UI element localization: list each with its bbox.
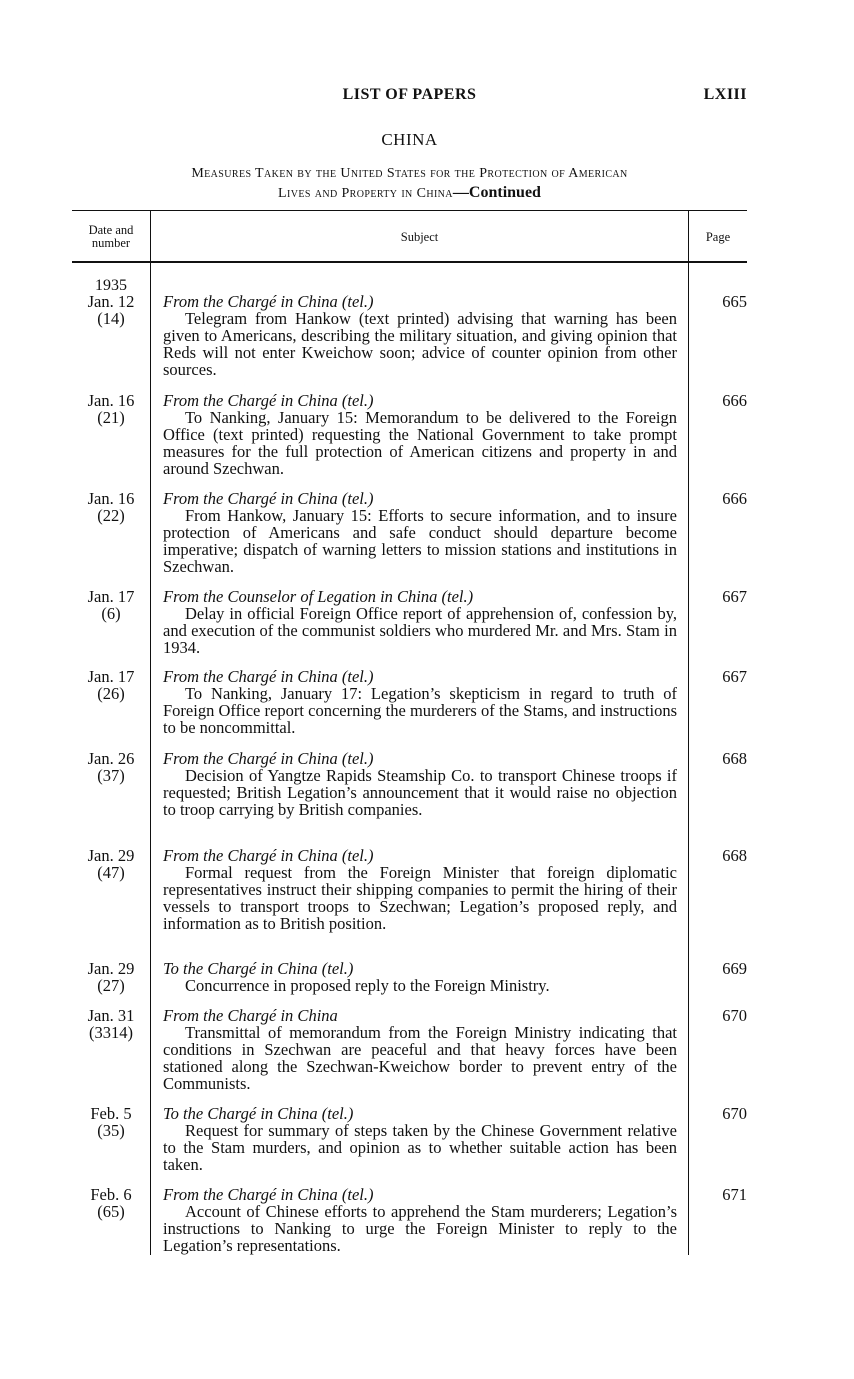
entry-summary: Request for summary of steps taken by the Chinese Government relative to the Stam murders, and opinion as to whether suitable action has been taken.: [163, 1121, 677, 1174]
entry-source: To the Chargé in China (tel.): [163, 1104, 354, 1123]
subject-cell: [163, 392, 677, 477]
entry-source: From the Chargé in China (tel.): [163, 391, 374, 410]
subject-cell: [163, 1105, 677, 1173]
entry-number: (26): [97, 684, 125, 703]
date-cell: [72, 1186, 150, 1220]
entry-page: 670: [722, 1104, 747, 1123]
entry-date: Jan. 12: [87, 292, 135, 311]
year-label: 1935: [95, 277, 127, 294]
date-cell: [72, 392, 150, 426]
entry-date: Jan. 31: [87, 1006, 135, 1025]
entry-page: 667: [722, 667, 747, 686]
section-title: [72, 164, 747, 203]
entry-summary: Decision of Yangtze Rapids Steamship Co. to transport Chinese troops if requested; British Legation’s announcement that it would raise no objection to troop carrying by British companies.: [163, 766, 677, 819]
subject-cell: [163, 847, 677, 932]
table-header-rule: [72, 261, 747, 263]
page-column-divider: [688, 211, 689, 1255]
entry-date: Jan. 17: [87, 587, 135, 606]
entry-number: (14): [97, 309, 125, 328]
entry-date: Jan. 16: [87, 489, 135, 508]
entry-date: Jan. 17: [87, 667, 135, 686]
entry-source: From the Chargé in China (tel.): [163, 749, 374, 768]
date-cell: [72, 847, 150, 881]
entry-page: 667: [722, 587, 747, 606]
entry-page: 666: [722, 391, 747, 410]
subject-cell: [163, 1186, 677, 1254]
subject-cell: [163, 293, 677, 378]
column-header-subject: Subject: [400, 229, 439, 244]
entry-page: 668: [722, 846, 747, 865]
entry-summary: Account of Chinese efforts to apprehend the Stam murderers; Legation’s instructions to Nanking to urge the Foreign Minister to reply to the Legation’s representations.: [163, 1202, 677, 1255]
column-header-page: Page: [705, 229, 731, 244]
entry-summary: Delay in official Foreign Office report of apprehension of, confession by, and execution of the communist soldiers who murdered Mr. and Mrs. Stam in 1934.: [163, 604, 677, 657]
entry-number: (3314): [89, 1023, 133, 1042]
subject-cell: [163, 1007, 677, 1092]
column-header-date-line-2: number: [91, 236, 131, 250]
entry-date: Jan. 29: [87, 846, 135, 865]
entry-source: To the Chargé in China (tel.): [163, 959, 354, 978]
entry-page: 671: [722, 1185, 747, 1204]
entry-date: Feb. 6: [90, 1185, 132, 1204]
entry-summary: From Hankow, January 15: Efforts to secure information, and to insure protection of Americans and safe conduct should departure become imperative; dispatch of warning letters to mission stations and institutions in Szechwan.: [163, 506, 677, 576]
date-cell: [72, 588, 150, 622]
entry-summary: To Nanking, January 17: Legation’s skepticism in regard to truth of Foreign Office report concerning the murderers of the Stams, and instructions to be noncommittal.: [163, 684, 677, 737]
entry-source: From the Chargé in China: [163, 1006, 338, 1025]
date-cell: [72, 1105, 150, 1139]
table-top-rule: [72, 210, 747, 211]
date-cell: [72, 668, 150, 702]
subject-cell: [163, 960, 677, 994]
subject-cell: [163, 668, 677, 736]
date-cell: [72, 1007, 150, 1041]
entry-summary: Transmittal of memorandum from the Foreign Ministry indicating that conditions in Szechwan are peaceful and that heavy forces have been stationed along the Szechwan-Kweichow border to prevent entry of the Communists.: [163, 1023, 677, 1093]
entry-date: Jan. 16: [87, 391, 135, 410]
column-header-date: [72, 214, 150, 260]
date-cell: [72, 490, 150, 524]
entry-source: From the Chargé in China (tel.): [163, 292, 374, 311]
section-title-line-2: Lives and Property in China: [278, 186, 453, 201]
entry-date: Jan. 26: [87, 749, 135, 768]
date-cell: [72, 960, 150, 994]
running-head: [72, 86, 747, 108]
entry-date: Feb. 5: [90, 1104, 132, 1123]
entry-number: (35): [97, 1121, 125, 1140]
entry-page: 668: [722, 749, 747, 768]
subject-cell: [163, 750, 677, 818]
section-title-line-1: Measures Taken by the United States for the Protection of American: [191, 166, 628, 181]
entry-source: From the Chargé in China (tel.): [163, 846, 374, 865]
column-header-date-line-1: Date and: [88, 223, 134, 237]
entry-number: (65): [97, 1202, 125, 1221]
running-title: LIST OF PAPERS: [342, 86, 477, 103]
section-continued-label: —Continued: [452, 184, 541, 201]
entry-number: (6): [101, 604, 121, 623]
subject-cell: [163, 490, 677, 575]
entry-date: Jan. 29: [87, 959, 135, 978]
country-heading: CHINA: [381, 130, 438, 149]
entry-summary: Telegram from Hankow (text printed) advising that warning has been given to Americans, describing the military situation, and giving opinion that Reds will not enter Kweichow soon; advice of counter opinion from other sources.: [163, 309, 677, 379]
entry-number: (21): [97, 408, 125, 427]
entry-number: (37): [97, 766, 125, 785]
date-cell: [72, 293, 150, 327]
entry-summary: To Nanking, January 15: Memorandum to be delivered to the Foreign Office (text printed) requesting the National Government to take prompt measures for the full protection of American citizens and property in and around Szechwan.: [163, 408, 677, 478]
entry-page: 666: [722, 489, 747, 508]
entry-page: 670: [722, 1006, 747, 1025]
date-cell: [72, 750, 150, 784]
entry-source: From the Chargé in China (tel.): [163, 667, 374, 686]
date-column-divider: [150, 211, 151, 1255]
entry-summary: Concurrence in proposed reply to the Foreign Ministry.: [185, 976, 550, 995]
entry-number: (22): [97, 506, 125, 525]
entry-source: From the Counselor of Legation in China (tel.): [163, 587, 474, 606]
entry-page: 669: [722, 959, 747, 978]
subject-cell: [163, 588, 677, 656]
entry-source: From the Chargé in China (tel.): [163, 1185, 374, 1204]
entry-summary: Formal request from the Foreign Minister that foreign diplomatic representatives instruct their shipping companies to permit the hiring of their vessels to transport troops to Szechwan; Legation’s proposed reply, and information as to British position.: [163, 863, 677, 933]
entry-number: (47): [97, 863, 125, 882]
entry-number: (27): [97, 976, 125, 995]
entry-source: From the Chargé in China (tel.): [163, 489, 374, 508]
page-folio: LXIII: [703, 86, 747, 103]
entry-page: 665: [722, 292, 747, 311]
